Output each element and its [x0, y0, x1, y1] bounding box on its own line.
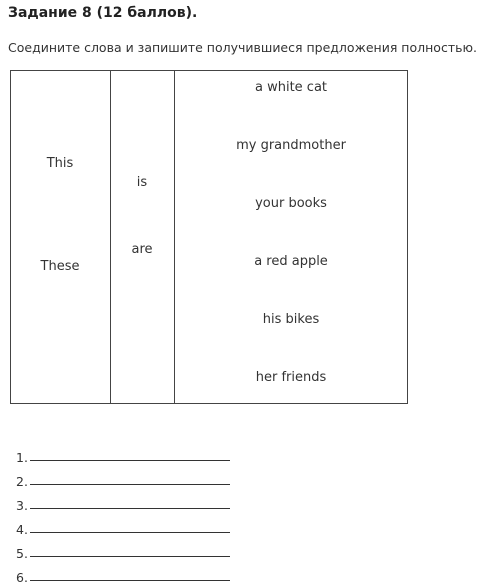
task-title: Задание 8 (12 баллов).: [8, 5, 198, 21]
answer-number: 5.: [16, 546, 28, 561]
object-item: his bikes: [262, 312, 320, 327]
object-item: a white cat: [254, 80, 328, 95]
subject-these: These: [40, 259, 80, 274]
answer-line[interactable]: [16, 441, 230, 465]
matching-table: [10, 70, 408, 404]
column-divider: [110, 71, 111, 403]
object-item: a red apple: [254, 254, 328, 269]
object-item: your books: [255, 196, 327, 211]
verb-is: is: [136, 175, 148, 190]
answer-number: 1.: [16, 450, 28, 465]
answer-line[interactable]: [16, 561, 230, 585]
answer-blank[interactable]: [30, 483, 230, 485]
object-item: my grandmother: [236, 138, 346, 153]
answer-line[interactable]: [16, 513, 230, 537]
verb-are: are: [131, 242, 153, 257]
answer-number: 6.: [16, 570, 28, 585]
answer-number: 3.: [16, 498, 28, 513]
answer-blank[interactable]: [30, 459, 230, 461]
object-item: her friends: [255, 370, 327, 385]
answer-blank[interactable]: [30, 579, 230, 581]
answer-lines: [16, 441, 230, 585]
column-divider: [174, 71, 175, 403]
answer-blank[interactable]: [30, 507, 230, 509]
answer-blank[interactable]: [30, 531, 230, 533]
answer-number: 2.: [16, 474, 28, 489]
answer-number: 4.: [16, 522, 28, 537]
answer-line[interactable]: [16, 537, 230, 561]
answer-line[interactable]: [16, 489, 230, 513]
answer-blank[interactable]: [30, 555, 230, 557]
subject-this: This: [46, 156, 74, 171]
task-instruction: Соедините слова и запишите получившиеся предложения полностью.: [8, 40, 477, 55]
answer-line[interactable]: [16, 465, 230, 489]
